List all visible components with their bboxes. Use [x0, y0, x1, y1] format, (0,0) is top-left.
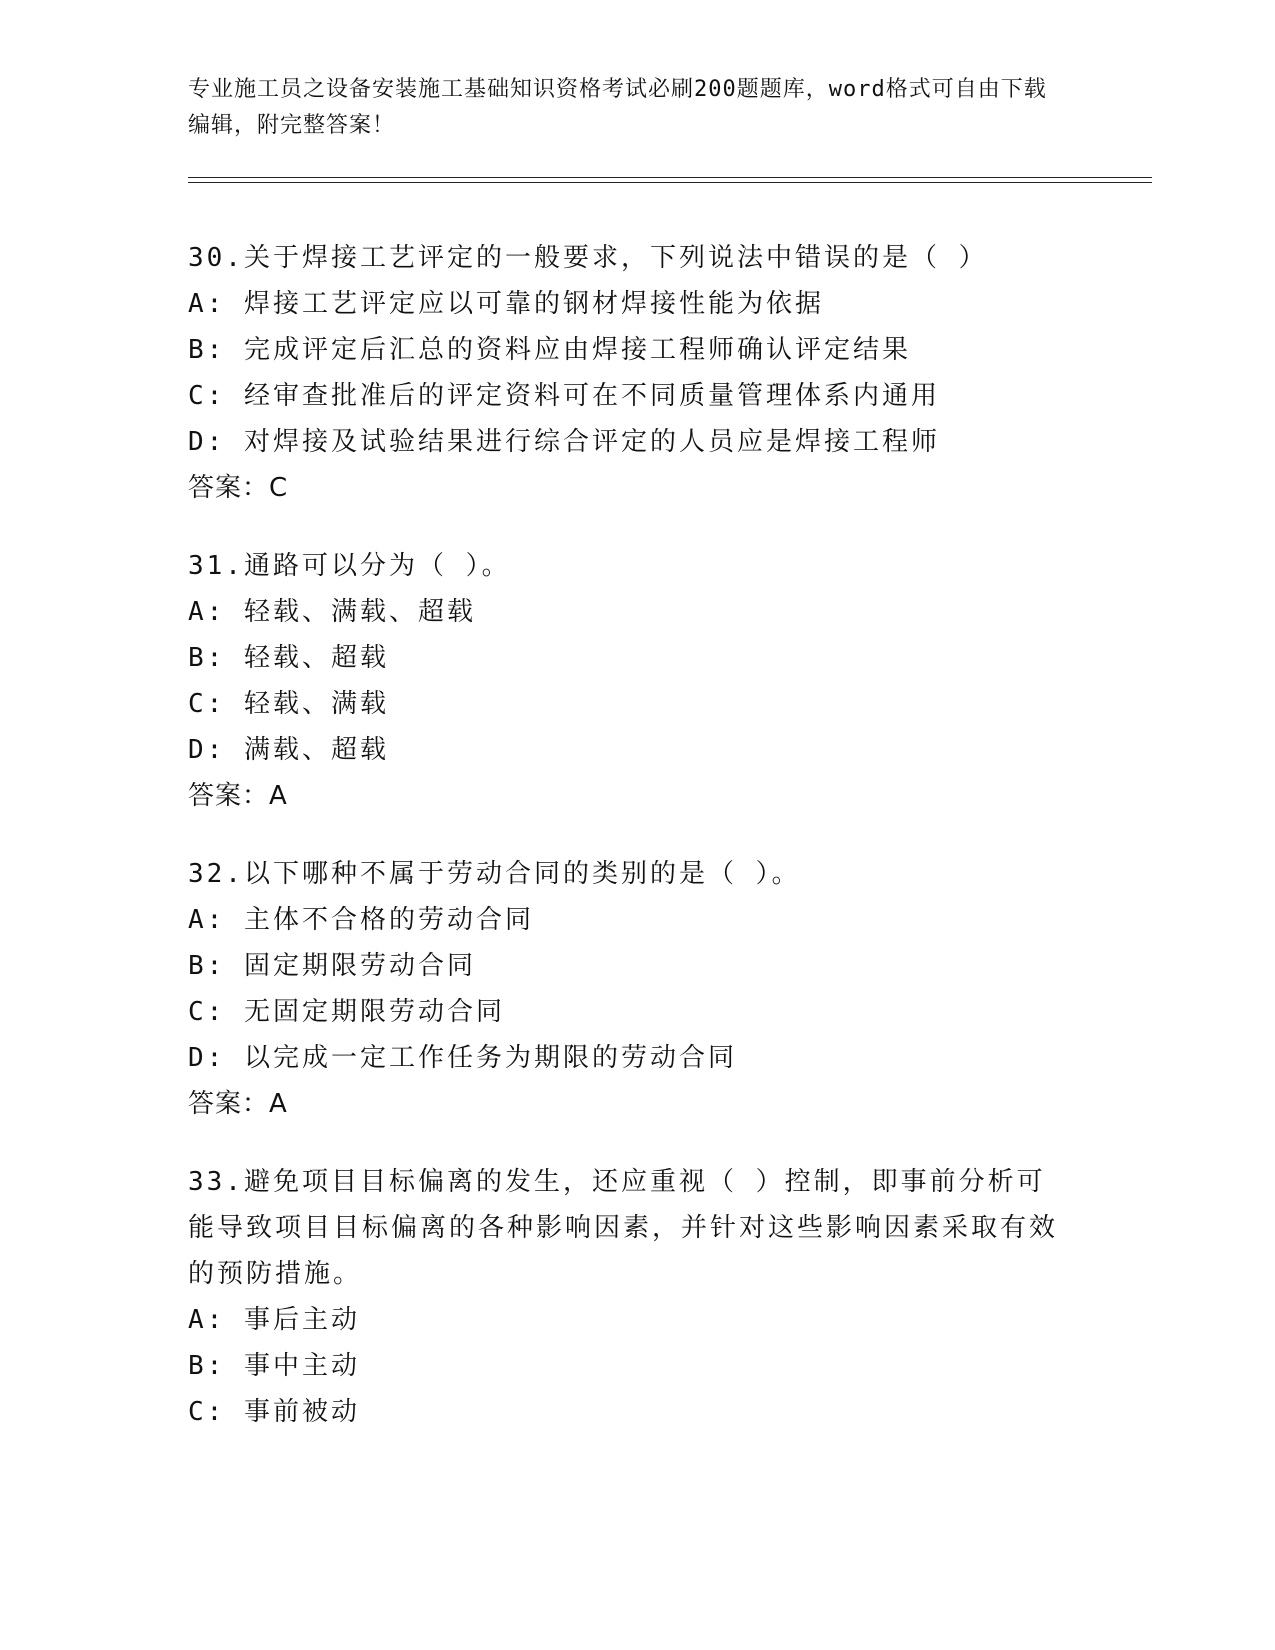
option-b: B: 事中主动 — [188, 1351, 360, 1381]
question-33 — [188, 1159, 1088, 1435]
option-b: B: 轻载、超载 — [188, 643, 389, 673]
question-stem: 31.通路可以分为（ ）。 — [188, 551, 511, 581]
option-b: B: 完成评定后汇总的资料应由焊接工程师确认评定结果 — [188, 335, 911, 365]
question-32 — [188, 851, 1088, 1127]
option-a: A: 事后主动 — [188, 1305, 360, 1335]
answer-label: 答案：A — [188, 781, 288, 811]
option-a: A: 轻载、满载、超载 — [188, 597, 476, 627]
option-c: C: 无固定期限劳动合同 — [188, 997, 505, 1027]
option-b: B: 固定期限劳动合同 — [188, 951, 476, 981]
answer-label: 答案：A — [188, 1089, 288, 1119]
option-d: D: 对焊接及试验结果进行综合评定的人员应是焊接工程师 — [188, 427, 940, 457]
question-list — [188, 235, 1088, 1467]
header-divider-bottom — [188, 182, 1152, 183]
answer-label: 答案：C — [188, 473, 289, 503]
option-c: C: 轻载、满载 — [188, 689, 389, 719]
question-stem: 32.以下哪种不属于劳动合同的类别的是（ ）。 — [188, 859, 801, 889]
question-31 — [188, 543, 1088, 819]
header-divider-top — [188, 177, 1152, 178]
option-c: C: 事前被动 — [188, 1397, 360, 1427]
question-stem: 30.关于焊接工艺评定的一般要求，下列说法中错误的是（ ） — [188, 243, 988, 273]
option-d: D: 以完成一定工作任务为期限的劳动合同 — [188, 1043, 737, 1073]
option-a: A: 主体不合格的劳动合同 — [188, 905, 534, 935]
question-30 — [188, 235, 1088, 511]
question-stem: 33.避免项目目标偏离的发生，还应重视（ ）控制，即事前分析可能导致项目目标偏离的各种影响因素，并针对这些影响因素采取有效的预防措施。 — [188, 1167, 1059, 1289]
option-a: A: 焊接工艺评定应以可靠的钢材焊接性能为依据 — [188, 289, 824, 319]
option-c: C: 经审查批准后的评定资料可在不同质量管理体系内通用 — [188, 381, 940, 411]
option-d: D: 满载、超载 — [188, 735, 389, 765]
document-header-title: 专业施工员之设备安装施工基础知识资格考试必刷200题题库，word格式可自由下载编辑，附完整答案！ — [188, 77, 1047, 138]
